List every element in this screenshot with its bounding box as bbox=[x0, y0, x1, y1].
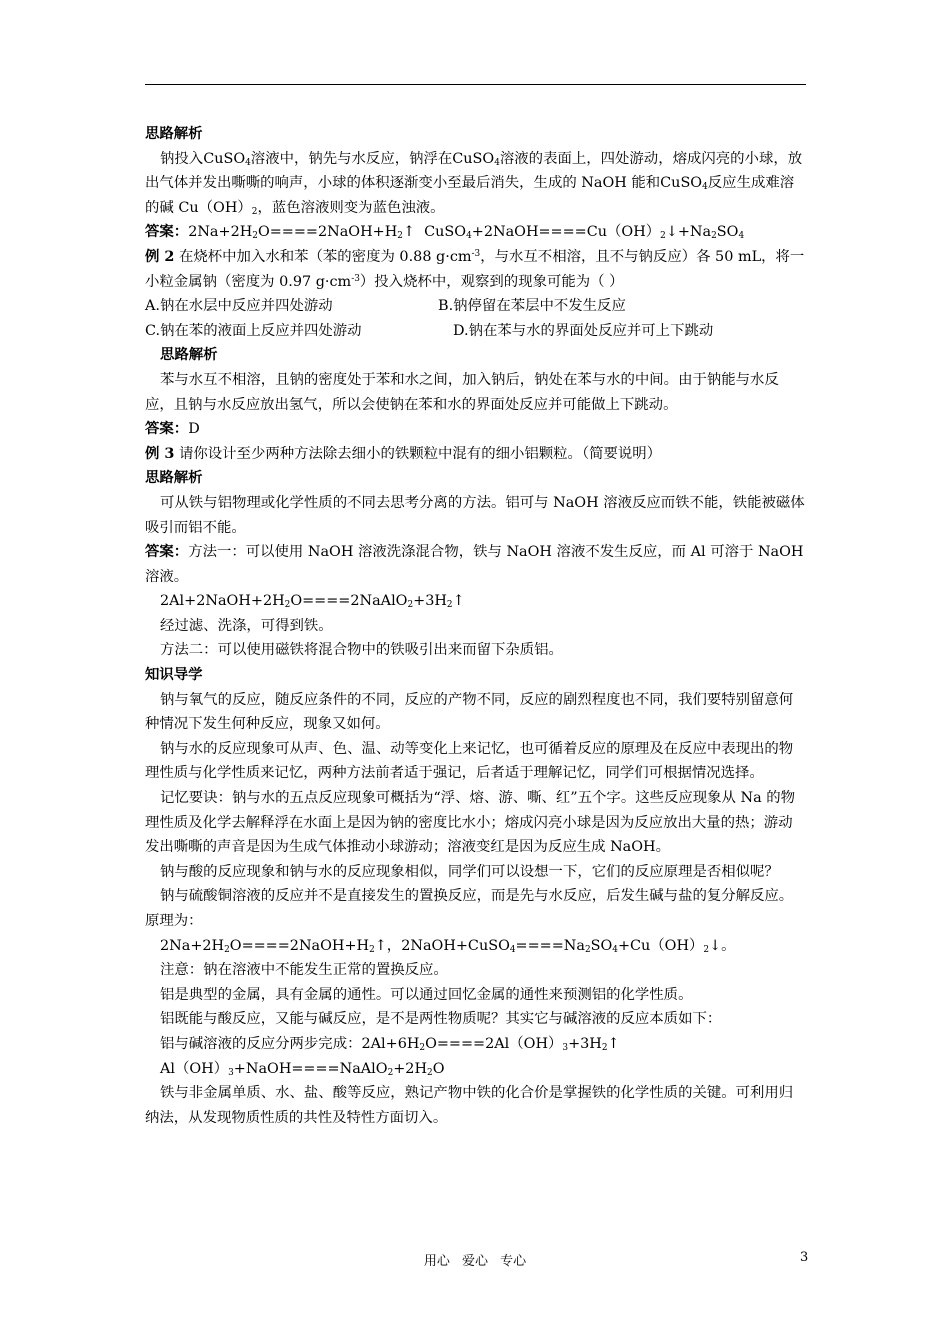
paragraph: 记忆要诀：钠与水的五点反应现象可概括为“浮、熔、游、嘶、红”五个字。这些反应现象从 Na 的物理性质及化学去解释浮在水面上是因为钠的密度比水小；熔成闪亮小球是因为反应放出大量的热；游动发出嘶嘶的声音是因为生成气体推动小球游动；溶液变红是因为反应生成 NaOH。 bbox=[145, 790, 796, 856]
paragraph: 铝是典型的金属，具有金属的通性。可以通过回忆金属的通性来预测铝的化学性质。 bbox=[160, 986, 693, 1003]
example-question: 例 2 在烧杯中加入水和苯（苯的密度为 0.88 $g\cdot cm^{-3}$，与水互不相溶，且不与钠反应）各 50 mL，将一小粒金属钠（密度为 0.97 $g\cdot cm^{-3}$）投入烧杯中，观察到的现象可能为（ ） bbox=[145, 247, 805, 290]
paragraph: 铝既能与酸反应，又能与碱反应，是不是两性物质呢？其实它与碱溶液的反应本质如下： bbox=[160, 1011, 722, 1028]
paragraph: 钠与水的反应现象可从声、色、温、动等变化上来记忆，也可循着反应的原理及在反应中表现出的物理性质与化学性质来记忆，两种方法前者适于强记，后者适于理解记忆，同学们可根据情况选择。 bbox=[145, 740, 794, 782]
equation: 铝与碱溶液的反应分两步完成：$2Al+6H_2O====2Al(OH)_3+3H_2↑$ bbox=[160, 1035, 620, 1054]
equation: $2Al+2NaOH+2H_2O====2NaAlO_2+3H_2↑$ bbox=[160, 593, 465, 611]
section-heading: 思路解析 bbox=[160, 346, 218, 364]
paragraph: 可从铁与铝物理或化学性质的不同去思考分离的方法。铝可与 NaOH 溶液反应而铁不能，铁能被磁体吸引而铝不能。 bbox=[145, 494, 805, 536]
paragraph: 经过滤、洗涤，可得到铁。 bbox=[160, 617, 333, 634]
paragraph: 钠投入CuSO$_4$溶液中，钠先与水反应，钠浮在CuSO$_4$溶液的表面上，四处游动，熔成闪亮的小球，放出气体并发出嘶嘶的响声，小球的体积逐渐变小至最后消失，生成的 NaOH 能和CuSO$_4$反应生成难溶的碱 $Cu(OH)_2$，蓝色溶液则变为蓝色浊液。 bbox=[145, 150, 803, 217]
section-heading: 思路解析 bbox=[145, 469, 203, 487]
paragraph: 钠与氧气的反应，随反应条件的不同，反应的产物不同，反应的剧烈程度也不同，我们要特别留意何种情况下发生何种反应，现象又如何。 bbox=[145, 691, 794, 733]
paragraph: 钠与硫酸铜溶液的反应并不是直接发生的置换反应，而是先与水反应，后发生碱与盐的复分解反应。原理为： bbox=[145, 888, 794, 929]
equation: $Al(OH)_3+NaOH====NaAlO_2+2H_2O$ bbox=[160, 1060, 445, 1078]
paragraph: 注意：钠在溶液中不能发生正常的置换反应。 bbox=[160, 962, 448, 979]
answer-line: 答案：D bbox=[145, 420, 200, 438]
equation: $2Na+2H_2O====2NaOH+H_2↑$，$2NaOH+CuSO_4====Na_2SO_4+Cu(OH)_2↓$。 bbox=[160, 937, 736, 955]
paragraph: 铁与非金属单质、水、盐、酸等反应，熟记产物中铁的化合价是掌握铁的化学性质的关键。可利用归纳法，从发现物质性质的共性及特性方面切入。 bbox=[145, 1085, 794, 1126]
paragraph: 钠与酸的反应现象和钠与水的反应现象相似，同学们可以设想一下，它们的反应原理是否相似呢？ bbox=[160, 863, 779, 880]
options-row: A.钠在水层中反应并四处游动 B.钠停留在苯层中不发生反应 bbox=[145, 298, 626, 315]
document-body bbox=[145, 122, 806, 1130]
options-row: C.钠在苯的液面上反应并四处游动 D.钠在苯与水的界面处反应并可上下跳动 bbox=[145, 322, 714, 339]
answer-line: 答案：方法一：可以使用 NaOH 溶液洗涤混合物，铁与 NaOH 溶液不发生反应，而 Al 可溶于 NaOH 溶液。 bbox=[145, 543, 804, 585]
paragraph: 苯与水互不相溶，且钠的密度处于苯和水之间，加入钠后，钠处在苯与水的中间。由于钠能与水反应，且钠与水反应放出氢气，所以会使钠在苯和水的界面处反应并可能做上下跳动。 bbox=[145, 371, 779, 413]
header-rule bbox=[145, 84, 806, 85]
section-heading: 知识导学 bbox=[145, 666, 203, 684]
footer-slogan: 用心 爱心 专心 bbox=[423, 1254, 527, 1269]
paragraph: 方法二：可以使用磁铁将混合物中的铁吸引出来而留下杂质铝。 bbox=[160, 642, 563, 659]
example-question: 例 3 请你设计至少两种方法除去细小的铁颗粒中混有的细小铝颗粒。（简要说明） bbox=[145, 444, 662, 462]
page-number: 3 bbox=[800, 1250, 809, 1265]
answer-line: 答案：$2Na+2H_2O====2NaOH+H_2↑$ $CuSO_4+2NaOH====Cu(OH)_2↓+Na_2SO_4$ bbox=[145, 223, 745, 242]
section-heading: 思路解析 bbox=[145, 125, 203, 142]
